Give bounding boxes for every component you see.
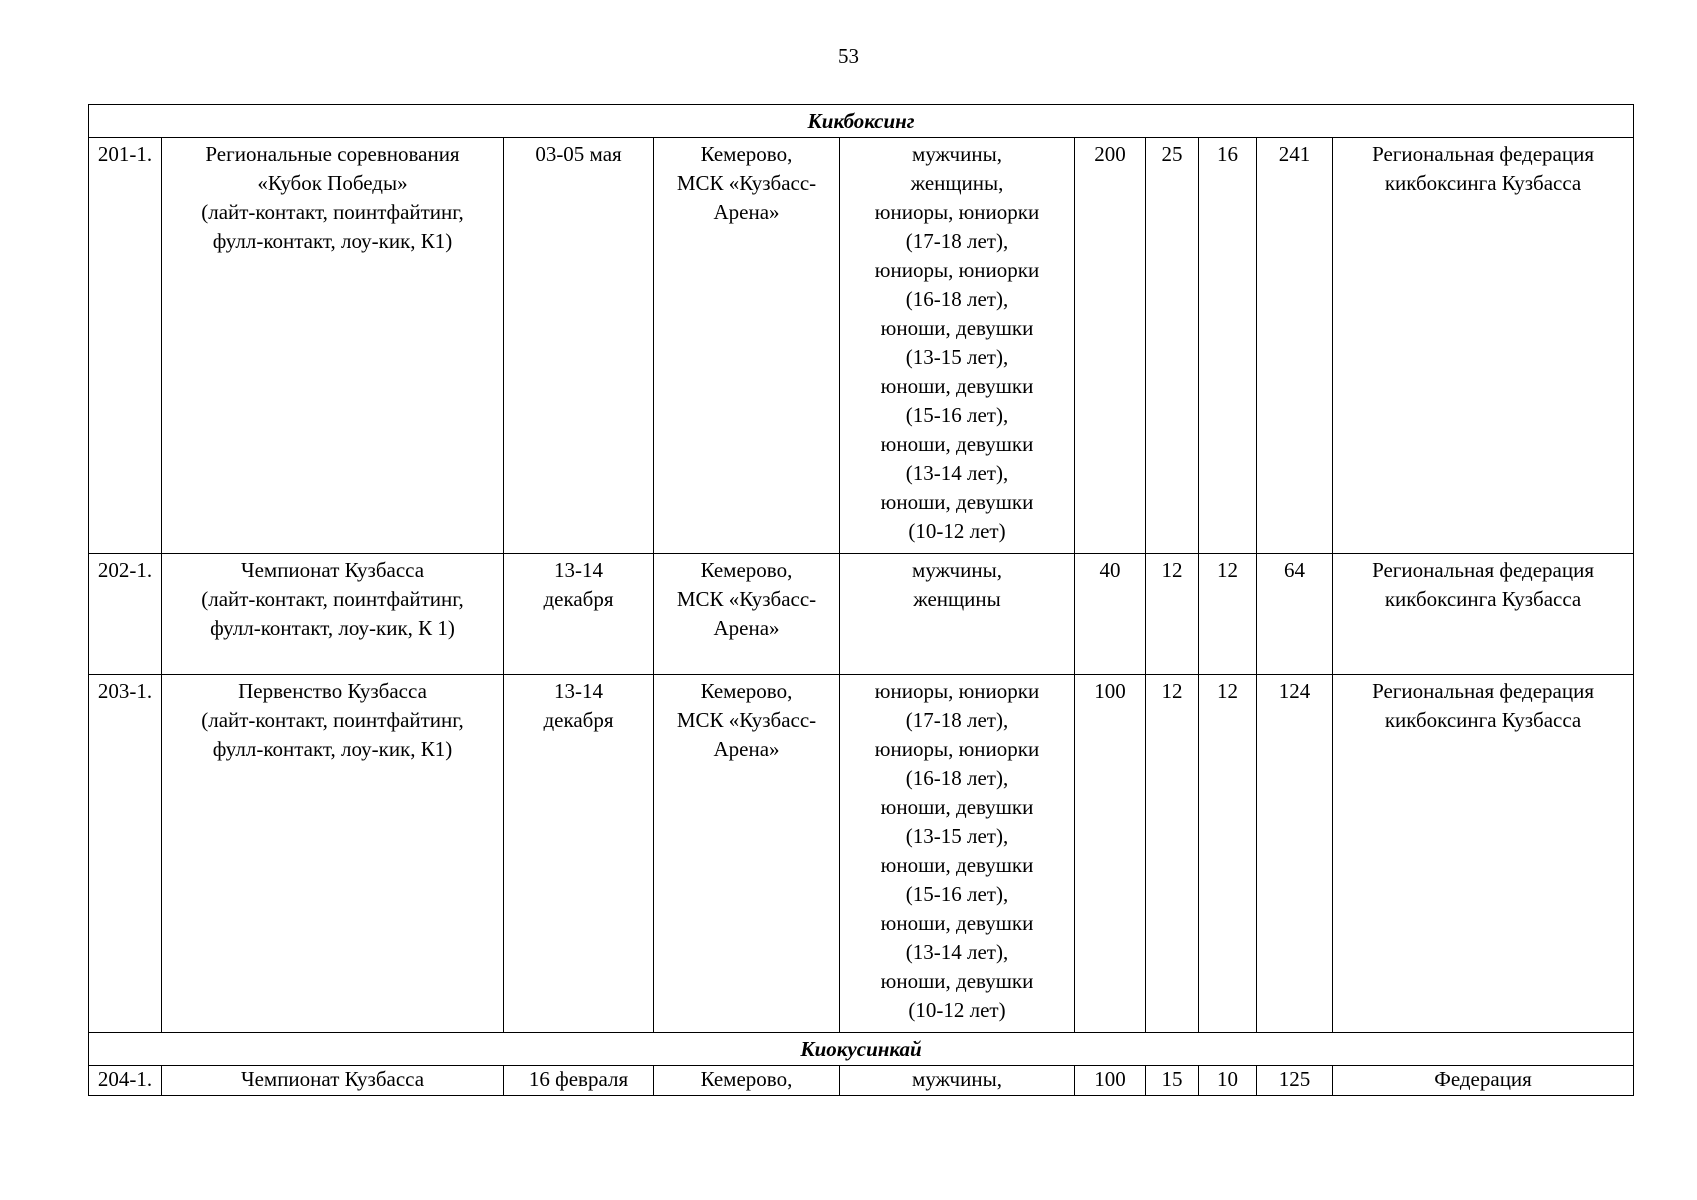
event-place: Кемерово, МСК «Кузбасс- Арена»	[654, 554, 840, 675]
event-name: Чемпионат Кузбасса	[162, 1066, 504, 1096]
event-count-3: 10	[1199, 1066, 1257, 1096]
event-name: Первенство Кузбасса (лайт-контакт, поинтфайтинг, фулл-контакт, лоу-кик, К1)	[162, 675, 504, 1033]
event-count-1: 40	[1075, 554, 1146, 675]
event-participants: мужчины, женщины	[840, 554, 1075, 675]
event-name: Чемпионат Кузбасса (лайт-контакт, поинтфайтинг, фулл-контакт, лоу-кик, К 1)	[162, 554, 504, 675]
event-organizer: Федерация	[1333, 1066, 1634, 1096]
event-count-1: 100	[1075, 1066, 1146, 1096]
event-organizer: Региональная федерация кикбоксинга Кузбасса	[1333, 675, 1634, 1033]
event-count-2: 12	[1146, 675, 1199, 1033]
event-number: 201-1.	[89, 138, 162, 554]
section-title: Киокусинкай	[89, 1033, 1634, 1066]
event-total: 64	[1257, 554, 1333, 675]
event-date: 16 февраля	[504, 1066, 654, 1096]
section-header-row	[89, 1033, 1634, 1066]
event-number: 203-1.	[89, 675, 162, 1033]
event-place: Кемерово, МСК «Кузбасс- Арена»	[654, 138, 840, 554]
event-number: 202-1.	[89, 554, 162, 675]
event-date: 13-14 декабря	[504, 554, 654, 675]
table-row	[89, 1066, 1634, 1096]
event-count-1: 100	[1075, 675, 1146, 1033]
section-header-row	[89, 105, 1634, 138]
table-row	[89, 138, 1634, 554]
event-date: 13-14 декабря	[504, 675, 654, 1033]
event-count-3: 12	[1199, 554, 1257, 675]
event-count-3: 12	[1199, 675, 1257, 1033]
event-name: Региональные соревнования «Кубок Победы» (лайт-контакт, поинтфайтинг, фулл-контакт, лоу-кик, К1)	[162, 138, 504, 554]
event-participants: мужчины, женщины, юниоры, юниорки (17-18 лет), юниоры, юниорки (16-18 лет), юноши, девушки (13-15 лет), юноши, девушки (15-16 лет), юноши, девушки (13-14 лет), юноши, девушки (10-12 лет)	[840, 138, 1075, 554]
event-count-2: 15	[1146, 1066, 1199, 1096]
event-number: 204-1.	[89, 1066, 162, 1096]
table-row	[89, 554, 1634, 675]
event-place: Кемерово, МСК «Кузбасс- Арена»	[654, 675, 840, 1033]
events-table	[88, 104, 1634, 1096]
event-count-2: 12	[1146, 554, 1199, 675]
event-organizer: Региональная федерация кикбоксинга Кузбасса	[1333, 554, 1634, 675]
event-total: 124	[1257, 675, 1333, 1033]
event-count-1: 200	[1075, 138, 1146, 554]
event-total: 125	[1257, 1066, 1333, 1096]
event-place: Кемерово,	[654, 1066, 840, 1096]
event-participants: юниоры, юниорки (17-18 лет), юниоры, юниорки (16-18 лет), юноши, девушки (13-15 лет), юноши, девушки (15-16 лет), юноши, девушки (13-14 лет), юноши, девушки (10-12 лет)	[840, 675, 1075, 1033]
event-date: 03-05 мая	[504, 138, 654, 554]
section-title: Кикбоксинг	[89, 105, 1634, 138]
event-organizer: Региональная федерация кикбоксинга Кузбасса	[1333, 138, 1634, 554]
page-number: 53	[838, 44, 859, 68]
event-total: 241	[1257, 138, 1333, 554]
event-count-2: 25	[1146, 138, 1199, 554]
table-row	[89, 675, 1634, 1033]
event-participants: мужчины,	[840, 1066, 1075, 1096]
event-count-3: 16	[1199, 138, 1257, 554]
